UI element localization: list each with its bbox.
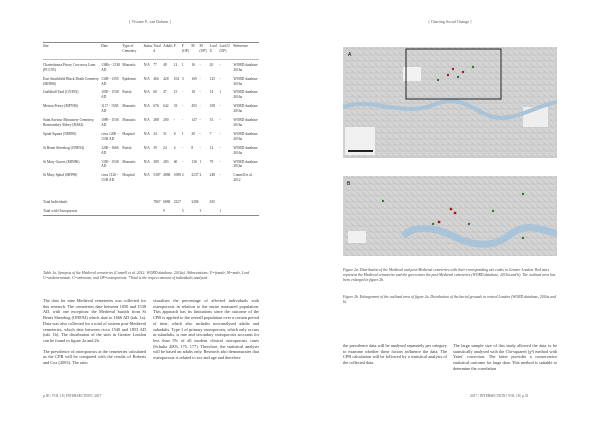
table-cell: 136 bbox=[191, 159, 197, 164]
middle-column-text: visualises the percentage of affected individuals with osteoporosis in relation to the entire measured population. This approach has its limitations since the outcome of the CPR is applied to the overall population over a certain period of time, which also includes non-analysed adults and subadults. Type 1 of primary osteoporosis, which only occurs in subadults, is rare and secondary osteoporosis accounts for less than 5% of all modern clinical osteoporosis cases (Schultz 2003, 175, 177). Therefore, the statistical analysis will be based on adults only. Research also demonstrates that osteoporosis is related to sex and age and therefore bbox=[153, 298, 259, 361]
table-cell bbox=[219, 184, 233, 206]
table-cell: 18 bbox=[191, 90, 195, 95]
figure-2a-caption: Figure 2a. Distribution of the Medieval and post-Medieval cemeteries with their corresponding site codes in Greater London. Red stars represent the Medieval cemeteries and the green stars the post-Medieval cemeteries (WORD database, 2016a and b). The outlined area has been enlarged in figure 2b. bbox=[343, 268, 556, 283]
table-cell: - bbox=[219, 159, 221, 164]
table-cell: WORD database 2016a bbox=[233, 90, 258, 100]
table-cell: Monastic bbox=[122, 104, 136, 109]
table-cell bbox=[101, 184, 122, 206]
table-cell: 60 bbox=[173, 159, 178, 164]
table-cell: 5 bbox=[182, 206, 191, 215]
table-cell: 15 bbox=[173, 90, 178, 95]
table-cell: 12 bbox=[209, 145, 214, 150]
table-cell: 2 bbox=[199, 173, 202, 178]
table-cell: WORD database 2016a bbox=[233, 62, 258, 72]
table-cell: Parish bbox=[122, 90, 132, 95]
column-header: Site bbox=[43, 43, 101, 60]
table-cell: Merton Priory (MPY86) bbox=[43, 104, 79, 109]
table-cell: 14 bbox=[209, 90, 214, 95]
table-cell: 676 bbox=[153, 104, 159, 109]
table-cell: 60 bbox=[153, 90, 157, 95]
column-header: Reference bbox=[233, 43, 259, 60]
table-cell: - bbox=[219, 118, 221, 123]
table-cell: - bbox=[219, 173, 221, 178]
table-cell: 20 bbox=[191, 131, 195, 136]
table-cell: 147 bbox=[191, 118, 197, 123]
table-cell: 3 bbox=[181, 76, 184, 81]
table-cell: 389 bbox=[153, 159, 159, 164]
column-header: Date bbox=[101, 43, 122, 60]
table-cell: 3286 bbox=[191, 200, 199, 205]
table-cell: 1117 - 1538 AD bbox=[101, 104, 119, 114]
table-cell: St Mary Graces (MIN86) bbox=[43, 159, 80, 164]
table-cell: 3 bbox=[200, 206, 210, 215]
table-cell: 77 bbox=[153, 62, 157, 67]
table-row bbox=[43, 74, 259, 88]
table-cell: 53 bbox=[209, 118, 214, 123]
table-cell bbox=[210, 206, 220, 215]
table-cell bbox=[233, 184, 259, 206]
page-footer-right: 2017 | INTERSECTION | VOL 18 | p.31 bbox=[470, 394, 529, 398]
table-cell: 8 bbox=[191, 145, 194, 150]
table-cell: 1 bbox=[199, 159, 202, 164]
table-cell: 12 bbox=[173, 62, 178, 67]
column-header: Total # bbox=[153, 43, 163, 60]
table-cell: WORD database 2016a bbox=[233, 76, 258, 86]
left-column-text bbox=[43, 298, 146, 366]
table-cell: - bbox=[199, 104, 201, 109]
right-column-text-1: the prevalence data will be analysed separately per category to examine whether these factors influence the data. The CPR calculation will be followed by a statistical analysis of the collected data. bbox=[343, 343, 447, 366]
table-row bbox=[43, 143, 259, 157]
table-cell: - bbox=[181, 159, 184, 164]
table-cell: - bbox=[219, 131, 221, 136]
table-cell: 1350 - 1538 AD bbox=[101, 159, 119, 169]
map-figure-2b bbox=[343, 176, 557, 256]
table-cell: 7 bbox=[209, 131, 212, 136]
table-cell: - bbox=[199, 145, 201, 150]
page-footer-left: p.30 | VOL 18 | INTERSECTION | 2017 bbox=[43, 394, 102, 398]
running-header-right: [ Charting Social Change ] bbox=[428, 19, 472, 24]
table-row bbox=[43, 206, 259, 215]
column-header: Type of Cemetery bbox=[122, 43, 143, 60]
table-cell: N/A bbox=[143, 62, 150, 67]
column-header: M (OP) bbox=[200, 43, 210, 60]
table-cell: 635 bbox=[209, 200, 216, 205]
map-2a-label: A bbox=[348, 52, 352, 58]
table-cell: 1 bbox=[181, 131, 184, 136]
table-cell: - bbox=[219, 76, 221, 81]
table-row bbox=[43, 157, 259, 171]
table-cell: WORD database 2016a bbox=[233, 145, 258, 155]
paragraph: The prevalence of osteoporosis at the cemeteries calculated as the CPR will be compared with the results of Roberts and Cox (2003). The ratio bbox=[43, 348, 146, 366]
table-cell: 33 bbox=[173, 104, 178, 109]
table-cell: 34 bbox=[153, 131, 157, 136]
table-cell: Spital Square (NEB90) bbox=[43, 131, 77, 136]
table-cell: 20 bbox=[209, 62, 214, 67]
table-cell bbox=[122, 184, 143, 206]
table-cell: 1089 - 1538 AD bbox=[101, 118, 119, 127]
table-cell: 2327 bbox=[173, 200, 181, 205]
table-cell: 2237 bbox=[191, 173, 199, 178]
table-cell bbox=[153, 206, 163, 215]
table-cell: N/A bbox=[143, 145, 150, 150]
table-cell: N/A bbox=[143, 90, 150, 95]
table-row bbox=[43, 184, 259, 206]
table-cell bbox=[182, 184, 191, 206]
table-cell: St Mary Spital (SRP98) bbox=[43, 173, 78, 178]
table-cell: 428 bbox=[163, 76, 169, 81]
table-cell: WORD database 2016a bbox=[233, 159, 258, 169]
table-cell: - bbox=[199, 131, 201, 136]
column-header: Status bbox=[144, 43, 154, 60]
table-cell: 47 bbox=[163, 90, 167, 95]
table-cell: N/A bbox=[143, 159, 150, 164]
table-cell: - bbox=[181, 90, 184, 95]
map-2b-label: B bbox=[347, 181, 351, 187]
table-header-row bbox=[43, 43, 259, 60]
column-header: M bbox=[191, 43, 199, 60]
table-row bbox=[43, 59, 259, 73]
table-cell: - bbox=[181, 118, 184, 123]
table-cell: WORD database 2016a bbox=[233, 131, 258, 141]
table-cell: 200 bbox=[163, 118, 169, 123]
table-cell: 283 bbox=[163, 159, 169, 164]
table-cell: 466 bbox=[153, 76, 159, 81]
map-2b-graphic bbox=[343, 176, 557, 256]
map-figure-2a bbox=[343, 47, 557, 158]
cemetery-table bbox=[43, 42, 259, 216]
table-cell: St Benet Sherehog (ONE94) bbox=[43, 145, 85, 150]
column-header: Adults bbox=[163, 43, 174, 60]
table-row bbox=[43, 87, 259, 101]
table-cell: 288 bbox=[153, 118, 159, 123]
table-cell bbox=[233, 206, 259, 215]
table-cell: 125 bbox=[209, 76, 216, 81]
table-cell: - bbox=[181, 145, 184, 150]
table-cell: Hospital bbox=[122, 131, 135, 136]
table-cell: Monastic bbox=[122, 118, 136, 123]
table-caption: Table 1a. Synopsis of the Medieval cemeteries (Connell et al. 2012; WORD database, 2016a). Abbreviations: F=female, M=male, Lord U=undeterminate, U=unknown, and OP=osteoporosis. *Total is the respect amount of individuals analysed. bbox=[43, 271, 250, 281]
table-cell: 24 bbox=[163, 145, 167, 150]
table-cell bbox=[122, 206, 143, 215]
table-cell: 2 bbox=[181, 173, 184, 178]
table-cell bbox=[144, 206, 154, 215]
table-cell: - bbox=[219, 145, 221, 150]
table-cell: 1 bbox=[219, 90, 222, 95]
figure-2b-caption: Figure 2b. Enlargement of the outlined area of figure 2a. Distribution of the burial grounds in central London (WORD database, 2016a and b). bbox=[343, 295, 556, 305]
table-cell: Total Individuals bbox=[43, 200, 68, 205]
table-cell: 1380s - 1538 AD bbox=[101, 62, 120, 72]
table-cell: 169 bbox=[191, 76, 197, 81]
table-cell: N/A bbox=[143, 76, 150, 81]
column-header: F (OP) bbox=[182, 43, 191, 60]
table-cell: 248 bbox=[209, 173, 216, 178]
table-cell: Epidemic bbox=[122, 76, 137, 81]
table-cell: Monastic bbox=[122, 62, 136, 67]
table-cell: Saint Saviour Monastery Cemetery, Bermondsey Abbey (BA84) bbox=[43, 118, 95, 127]
table-cell: 5387 bbox=[153, 173, 161, 178]
running-header-left: [ Viviane E. van Dalsem ] bbox=[129, 19, 171, 24]
table-cell: circa 1200 - 1538 AD bbox=[101, 131, 119, 141]
table-cell: 31 bbox=[163, 131, 167, 136]
table-cell bbox=[101, 206, 122, 215]
table-cell: 39 bbox=[153, 145, 157, 150]
table-cell: WORD database 2016a bbox=[233, 118, 258, 127]
table-cell: 6868 bbox=[163, 200, 171, 205]
table-cell: N/A bbox=[143, 118, 150, 123]
table-cell: - bbox=[219, 104, 221, 109]
table-cell: N/A bbox=[143, 104, 150, 109]
table-cell: 1088 bbox=[173, 173, 181, 178]
table-cell bbox=[144, 184, 154, 206]
table-cell: 1 bbox=[181, 62, 184, 67]
table-cell: 48 bbox=[163, 62, 167, 67]
table-row bbox=[43, 170, 259, 184]
table-cell: East Smithfield Black Death Cemetery (MIN86) bbox=[43, 76, 99, 86]
table-cell: N/A bbox=[143, 173, 150, 178]
table-cell bbox=[200, 184, 210, 206]
table-cell: - bbox=[199, 118, 201, 123]
table-cell: - bbox=[199, 76, 201, 81]
table-cell: - bbox=[181, 104, 184, 109]
paragraph: The data for nine Medieval cemeteries was collected for this research. The cemeteries date between 1050 and 1538 AD, with one exception: the Medieval burials from St Benet Sherehog (ONE94) which date to 1666 AD (tab. 1a). Data was also collected for a total of sixteen post-Medieval cemeteries, which date between circa 1540 and 1853 AD (tab. 1b). The distribution of the sites in Greater London can be found in figure 2a and 2b. bbox=[43, 298, 146, 343]
table-cell: 108 bbox=[209, 104, 216, 109]
table-cell: Charterhouse Priory Cowcross Lane (PCC95) bbox=[43, 62, 96, 72]
right-column-text-2: The large sample size of this study allowed the data to be statistically analysed with the Chi-squared (χ²) method with Yates' correction. The latter provides a conservative statistical outcome for large data. This method is suitable to determine the correlation bbox=[453, 343, 557, 371]
table-cell: Guildhall Yard (GYE92) bbox=[43, 90, 79, 95]
table-cell: - bbox=[199, 90, 201, 95]
table-cell: 7867 bbox=[153, 200, 161, 205]
table-cell: Parish bbox=[122, 145, 132, 150]
table-cell: 9 bbox=[163, 206, 174, 215]
table-cell: Total with Osteoporosis bbox=[43, 206, 101, 215]
table-cell: N/A bbox=[143, 131, 150, 136]
table-cell: 4868 bbox=[163, 173, 171, 178]
table-cell: 642 bbox=[163, 104, 169, 109]
map-2a-graphic bbox=[343, 47, 557, 158]
table-cell: 16 bbox=[191, 62, 195, 67]
table-cell: 104 bbox=[173, 76, 180, 81]
column-header: Lord U bbox=[210, 43, 220, 60]
table-cell: 1348 - 1350 AD bbox=[101, 76, 119, 86]
table-cell: 79 bbox=[209, 159, 214, 164]
table-cell: 1 bbox=[219, 206, 233, 215]
table-row bbox=[43, 101, 259, 115]
table-row bbox=[43, 115, 259, 129]
column-header: Lord U (OP) bbox=[219, 43, 233, 60]
table-cell: 4 bbox=[173, 145, 176, 150]
column-header: F bbox=[174, 43, 182, 60]
table-cell: - bbox=[199, 62, 201, 67]
table-cell: 1050 - 1538 AD bbox=[101, 90, 119, 100]
table-cell: 8 bbox=[173, 131, 176, 136]
table-cell: WORD database 2016a bbox=[233, 104, 258, 114]
table-cell: Connell et al. 2012 bbox=[233, 173, 253, 183]
table-cell: 493 bbox=[191, 104, 197, 109]
table-cell bbox=[174, 206, 182, 215]
table-cell: 1200 - 1666 AD bbox=[101, 145, 119, 155]
table-cell: - bbox=[219, 62, 221, 67]
table-cell bbox=[191, 206, 199, 215]
table-cell: - bbox=[173, 118, 175, 123]
table-cell: Monastic bbox=[122, 159, 136, 164]
table-row bbox=[43, 129, 259, 143]
table-cell: circa 1120 - 1538 AD bbox=[101, 173, 119, 183]
table-cell: Hospital bbox=[122, 173, 135, 178]
